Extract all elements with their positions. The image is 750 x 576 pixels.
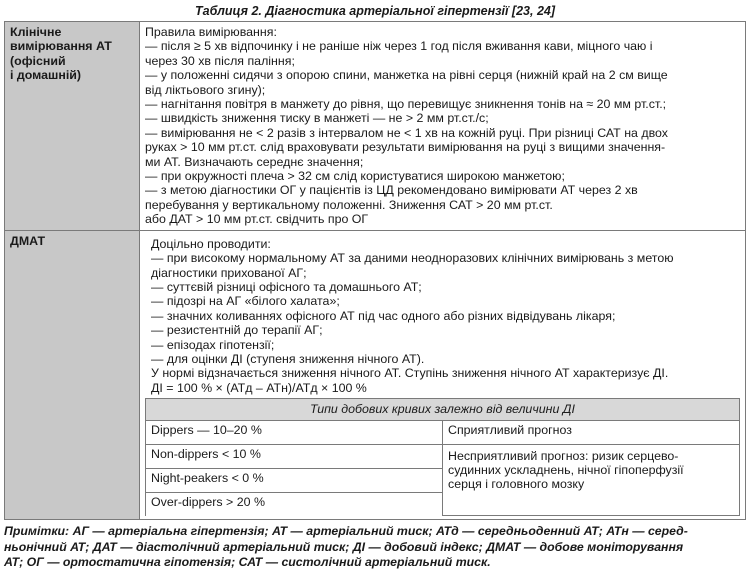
row-abpm (5, 230, 746, 519)
body-line: Правила вимірювання: (145, 25, 277, 39)
body-line: — з метою діагностики ОГ у пацієнтів із ЦД рекомендовано вимірювати АТ через 2 хв (145, 183, 638, 198)
body-line: — після ≥ 5 хв відпочинку і не раніше ніж через 1 год після вживання кави, міцного чаю і (145, 39, 653, 54)
body-line: — значних коливаннях офісного АТ під час одного або різних відвідувань лікаря; (151, 308, 616, 323)
body-line: — резистентній до терапії АГ; (151, 323, 323, 338)
row-body-abpm (140, 230, 746, 519)
row-label-clinical (5, 22, 140, 231)
body-line: — швидкість зниження тиску в манжеті — не > 2 мм рт.ст./с; (145, 111, 489, 126)
body-line: У нормі відзначається зниження нічного АТ. Ступінь зниження нічного АТ характеризує ДІ. (151, 366, 669, 381)
body-line: — у положенні сидячи з опорою спини, манжетка на рівні серця (нижній край на 2 см вище (145, 68, 668, 83)
body-line: через 30 хв після паління; (145, 53, 295, 68)
row-label-abpm (5, 230, 140, 519)
table-caption: Таблиця 2. Діагностика артеріальної гіпертензії [23, 24] (194, 4, 556, 18)
body-line: — епізодах гіпотензії; (151, 337, 275, 352)
body-line: ДІ = 100 % × (АТд – АТн)/АТд × 100 % (151, 380, 367, 395)
prognosis-unfavorable (443, 444, 740, 516)
label-line: Клінічне (10, 25, 62, 39)
body-line: Доцільно проводити: (151, 236, 271, 251)
type-over-dippers: Over-dippers > 20 % (146, 492, 443, 516)
dipper-types-table (145, 398, 740, 516)
label-line: ДМАТ (10, 233, 46, 248)
body-line: або ДАТ > 10 мм рт.ст. свідчить про ОГ (145, 212, 369, 227)
row-body-clinical (140, 22, 746, 231)
body-line: від ліктьового згину); (145, 82, 266, 97)
body-line: ми АТ. Визначають середнє значення; (145, 154, 364, 169)
type-night-peakers: Night-peakers < 0 % (146, 468, 443, 492)
diagnostics-table (4, 21, 746, 520)
label-line: вимірювання АТ (10, 39, 112, 54)
body-line: — для оцінки ДІ (ступеня зниження нічного АТ). (151, 351, 425, 366)
prognosis-favorable: Сприятливий прогноз (443, 420, 740, 444)
body-line: діагностики прихованої АГ; (151, 265, 307, 280)
body-line: — нагнітання повітря в манжету до рівня, що перевищує зникнення тонів на ≈ 20 мм рт.ст.; (145, 97, 667, 112)
row-clinical-measurement (5, 22, 746, 231)
label-line: (офісний (10, 53, 66, 68)
prognosis-line: серця і головного мозку (448, 477, 585, 492)
table-notes (4, 524, 746, 571)
body-line: руках > 10 мм рт.ст. слід враховувати результати вимірювання на руці з вищими значення- (145, 140, 666, 155)
label-line: і домашній) (10, 68, 82, 83)
abpm-text (145, 234, 740, 398)
subtable-header: Типи добових кривих залежно від величини ДІ (146, 399, 740, 420)
body-line: — при окружності плеча > 32 см слід користуватися широкою манжетою; (145, 169, 565, 184)
body-line: перебування у вертикальному положенні. Зниження САТ > 20 мм рт.ст. (145, 197, 553, 212)
prognosis-line: судинних ускладнень, нічної гіпоперфузії (448, 462, 684, 477)
notes-line: АТ; ОГ — ортостатична гіпотензія; САТ — систолічний артеріальний тиск. (4, 555, 491, 570)
type-dippers: Dippers — 10–20 % (146, 420, 443, 444)
body-line: — вимірювання не < 2 разів з інтервалом не < 1 хв на кожній руці. При різниці САТ на двох (145, 125, 668, 140)
notes-line: ньонічний АТ; ДАТ — діастолічний артеріальний тиск; ДІ — добовий індекс; ДМАТ — добове моніторування (4, 539, 684, 554)
body-line: — при високому нормальному АТ за даними неодноразових клінічних вимірювань з метою (151, 251, 674, 266)
body-line: — суттєвій різниці офісного та домашнього АТ; (151, 279, 422, 294)
type-non-dippers: Non-dippers < 10 % (146, 444, 443, 468)
body-line: — підозрі на АГ «білого халата»; (151, 294, 340, 309)
prognosis-line: Несприятливий прогноз: ризик серцево- (448, 448, 679, 463)
notes-line: Примітки: АГ — артеріальна гіпертензія; АТ — артеріальний тиск; АТд — середньоденний АТ; АТн — серед- (4, 524, 688, 538)
